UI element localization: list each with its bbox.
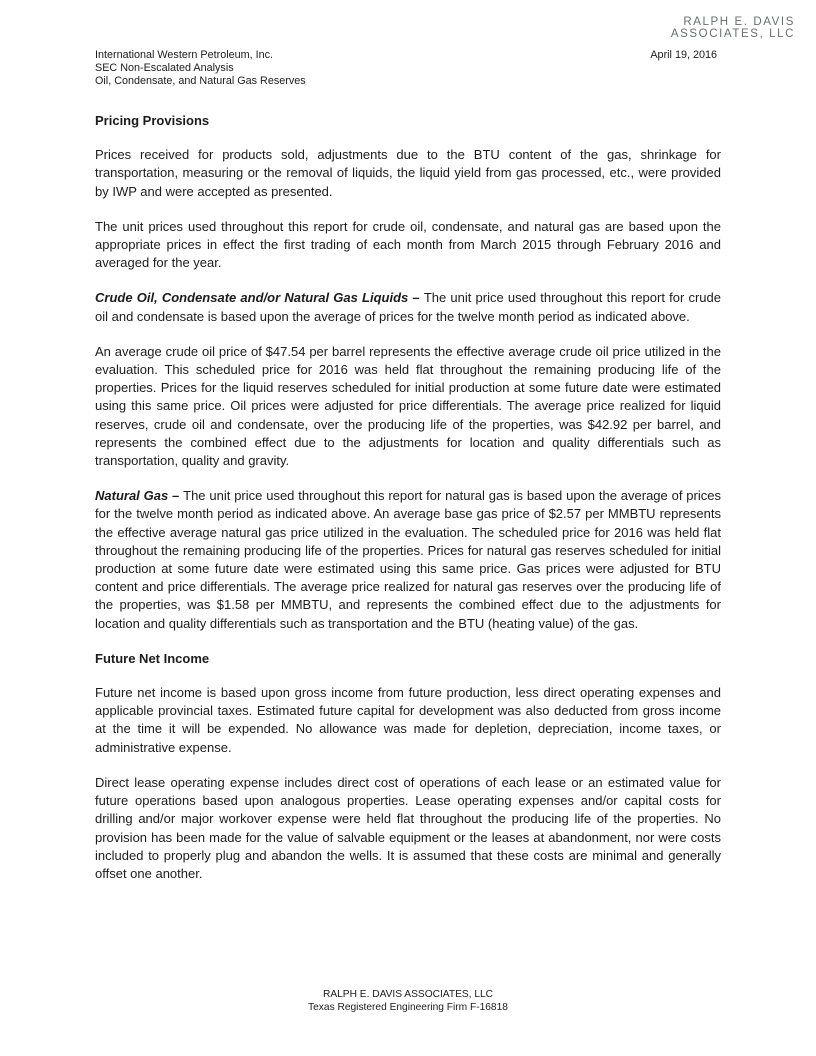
logo-line-1: RALPH E. DAVIS: [683, 16, 795, 28]
report-date: April 19, 2016: [650, 49, 717, 61]
header-meta: [95, 49, 306, 87]
section-heading-pricing-provisions: Pricing Provisions: [95, 113, 210, 128]
footer-registration: Texas Registered Engineering Firm F-16818: [308, 1002, 508, 1013]
paragraph-crude-oil-condensate: [95, 289, 721, 325]
section-heading-future-net-income: Future Net Income: [95, 650, 210, 666]
natural-gas-lead-in: Natural Gas –: [95, 488, 184, 504]
paragraph-unit-prices: The unit prices used throughout this report for crude oil, condensate, and natural gas are based upon the appropriate prices in effect the first trading of each month from March 2015 through February 2016 and averaged for the year.: [95, 218, 721, 271]
footer-company-name: RALPH E. DAVIS ASSOCIATES, LLC: [322, 989, 494, 1000]
header-company-name: International Western Petroleum, Inc.: [95, 49, 274, 61]
header-analysis-type: SEC Non-Escalated Analysis: [95, 61, 234, 74]
paragraph-future-net-income: Future net income is based upon gross income from future production, less direct operating expenses and applicable provincial taxes. Estimated future capital for development was also deducted from gross income at the time it will be expended. No allowance was made for depletion, depreciation, income taxes, or administrative expense.: [95, 685, 721, 755]
crude-oil-lead-in: Crude Oil, Condensate and/or Natural Gas Liquids –: [95, 290, 424, 306]
paragraph-natural-gas: [95, 487, 721, 633]
paragraph-prices-received: Prices received for products sold, adjustments due to the BTU content of the gas, shrinkage for transportation, measuring or the removal of liquids, the liquid yield from gas processed, etc., were provided by IWP and were accepted as presented.: [95, 147, 721, 199]
natural-gas-text: The unit price used throughout this report for natural gas is based upon the average of prices for the twelve month period as indicated above. An average base gas price of $2.57 per MMBTU represents the effective average natural gas price utilized in the evaluation. The scheduled price for 2016 was held flat throughout the remaining producing life of the properties. Prices for natural gas reserves scheduled for initial production at some future date were estimated using this same price. Gas prices were adjusted for BTU content and price differentials. The average price realized for natural gas reserves over the producing life of the properties, was $1.58 per MMBTU, and represents the combined effect due to the adjustments for location and quality differentials such as transportation and the BTU (heating value) of the gas.: [95, 488, 721, 631]
crude-oil-text: The unit price used throughout this report for crude oil and condensate is based upon the average of prices for the twelve month period as indicated above.: [95, 290, 721, 324]
paragraph-direct-lease-expense: Direct lease operating expense includes direct cost of operations of each lease or an estimated value for future operations based upon analogous properties. Lease operating expenses and/or capital costs for drilling and/or major workover expense were held flat throughout the producing life of the properties. No provision has been made for the value of salvable equipment or the leases at abandonment, nor were costs included to properly plug and abandon the wells. It is assumed that these costs are minimal and generally offset one another.: [95, 774, 721, 881]
header-report-subject: Oil, Condensate, and Natural Gas Reserves: [95, 74, 306, 87]
page-footer: [0, 988, 816, 1014]
company-logo: [671, 17, 795, 40]
document-body: [95, 112, 721, 900]
paragraph-average-oil-price: An average crude oil price of $47.54 per barrel represents the effective average crude oil price utilized in the evaluation. This scheduled price for 2016 was held flat throughout the remaining producing life of the properties. Prices for the liquid reserves scheduled for initial production at some future date were estimated using this same price. Oil prices were adjusted for price differentials. The average price realized for liquid reserves, crude oil and condensate, over the producing life of the properties, was $42.92 per barrel, and represents the combined effect due to the adjustments for location and quality differentials such as transportation, quality and gravity.: [95, 343, 721, 469]
logo-line-2: ASSOCIATES, LLC: [670, 27, 795, 40]
